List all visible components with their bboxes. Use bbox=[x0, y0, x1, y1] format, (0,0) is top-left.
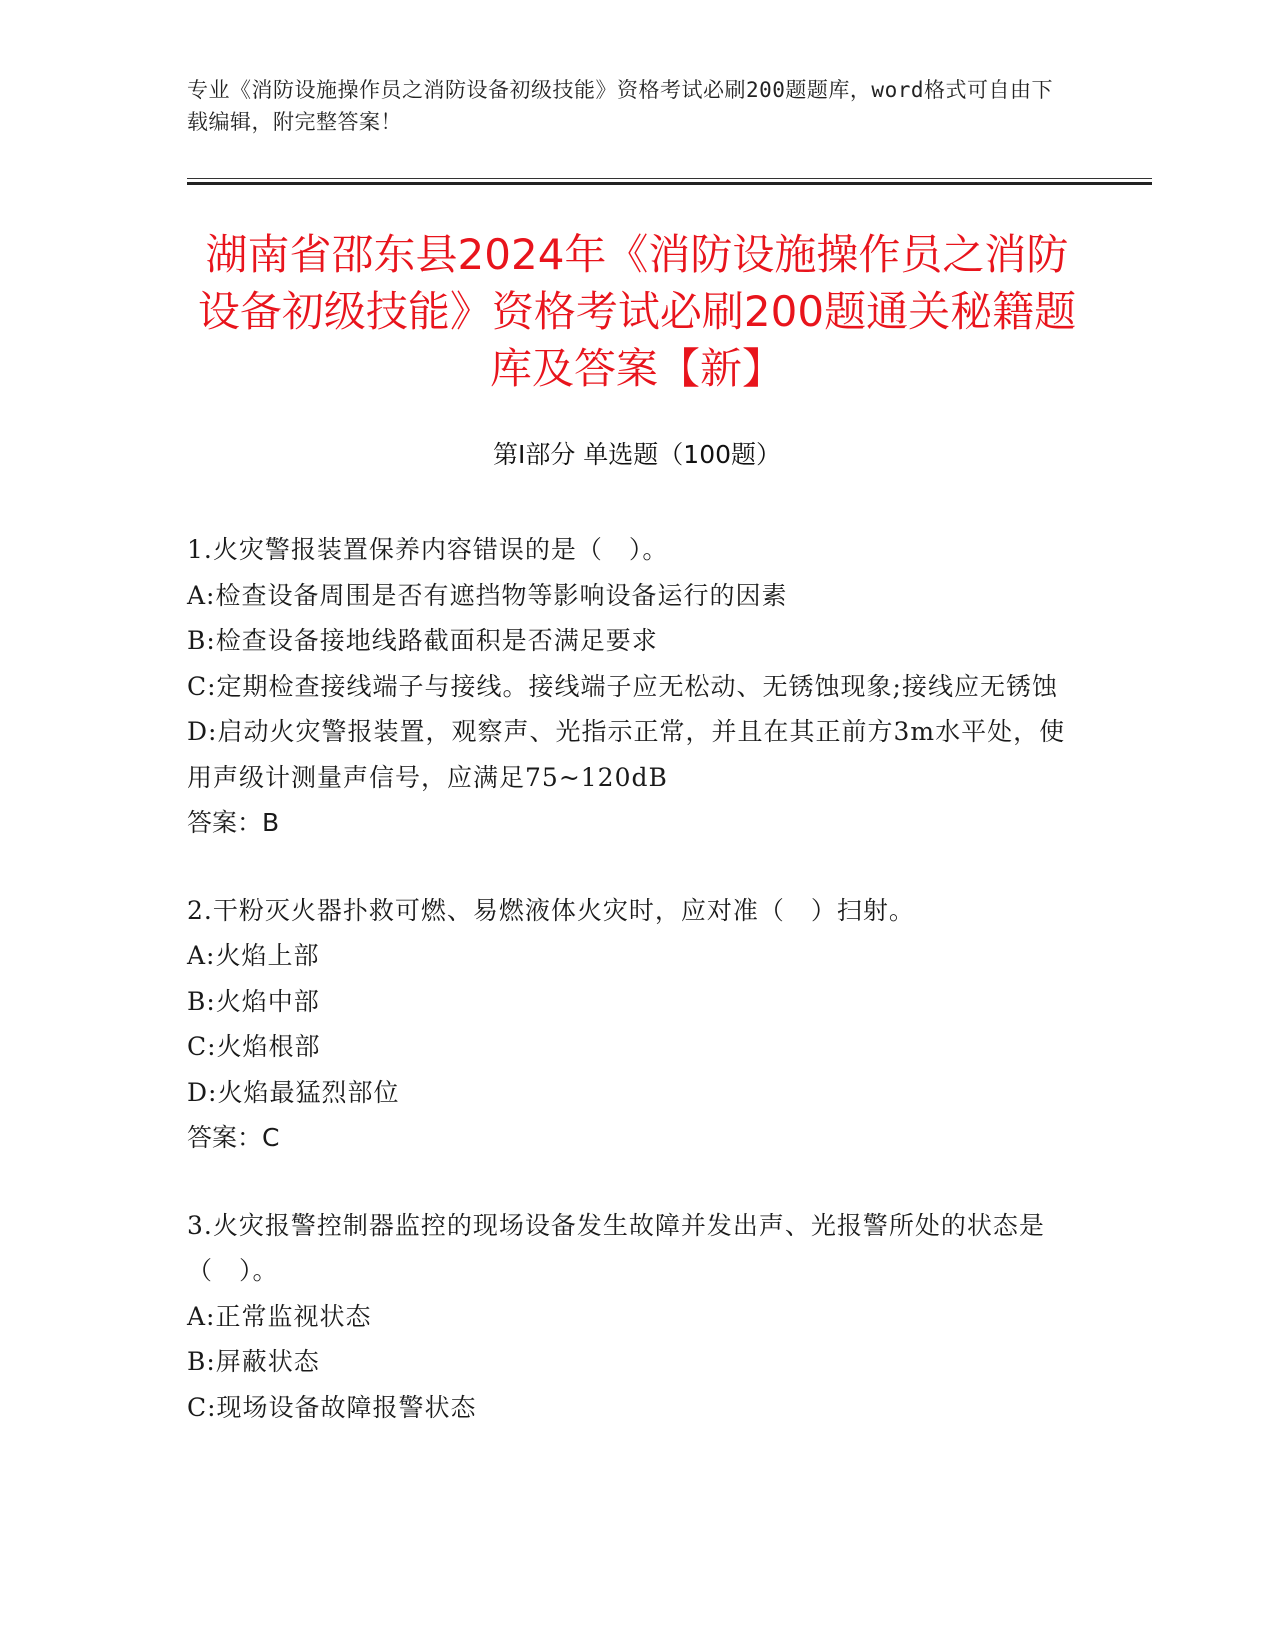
question-stem: 1.火灾警报装置保养内容错误的是（ ）。 bbox=[187, 535, 669, 564]
option-a: A:火焰上部 bbox=[187, 941, 320, 970]
option-b: B:检查设备接地线路截面积是否满足要求 bbox=[187, 626, 658, 655]
question-list bbox=[187, 527, 1067, 1472]
option-d: D:启动火灾警报装置，观察声、光指示正常，并且在其正前方3m水平处，使用声级计测量声信号，应满足75~120dB bbox=[187, 717, 1066, 792]
question-3 bbox=[187, 1203, 1067, 1431]
option-c: C:定期检查接线端子与接线。接线端子应无松动、无锈蚀现象;接线应无锈蚀 bbox=[187, 671, 1058, 701]
question-2 bbox=[187, 888, 1067, 1161]
option-b: B:火焰中部 bbox=[187, 986, 320, 1016]
option-c: C:现场设备故障报警状态 bbox=[187, 1392, 477, 1422]
header-divider-thin bbox=[187, 178, 1152, 179]
answer: 答案：B bbox=[187, 808, 280, 837]
answer: 答案：C bbox=[187, 1123, 280, 1152]
document-title: 湖南省邵东县2024年《消防设施操作员之消防设备初级技能》资格考试必刷200题通关秘籍题库及答案【新】 bbox=[197, 230, 1077, 393]
question-1 bbox=[187, 527, 1067, 846]
question-stem: 3.火灾报警控制器监控的现场设备发生故障并发出声、光报警所处的状态是（ ）。 bbox=[187, 1210, 1045, 1285]
question-stem: 2.干粉灭火器扑救可燃、易燃液体火灾时，应对准（ ）扫射。 bbox=[187, 895, 915, 925]
header-divider-thick bbox=[187, 182, 1152, 185]
option-c: C:火焰根部 bbox=[187, 1032, 321, 1061]
option-a: A:检查设备周围是否有遮挡物等影响设备运行的因素 bbox=[187, 580, 788, 610]
option-b: B:屏蔽状态 bbox=[187, 1347, 320, 1376]
option-d: D:火焰最猛烈部位 bbox=[187, 1077, 400, 1107]
option-a: A:正常监视状态 bbox=[187, 1301, 372, 1331]
section-title: 第I部分 单选题（100题） bbox=[492, 440, 782, 469]
header-note: 专业《消防设施操作员之消防设备初级技能》资格考试必刷200题题库，word格式可自由下载编辑，附完整答案！ bbox=[187, 78, 1053, 134]
